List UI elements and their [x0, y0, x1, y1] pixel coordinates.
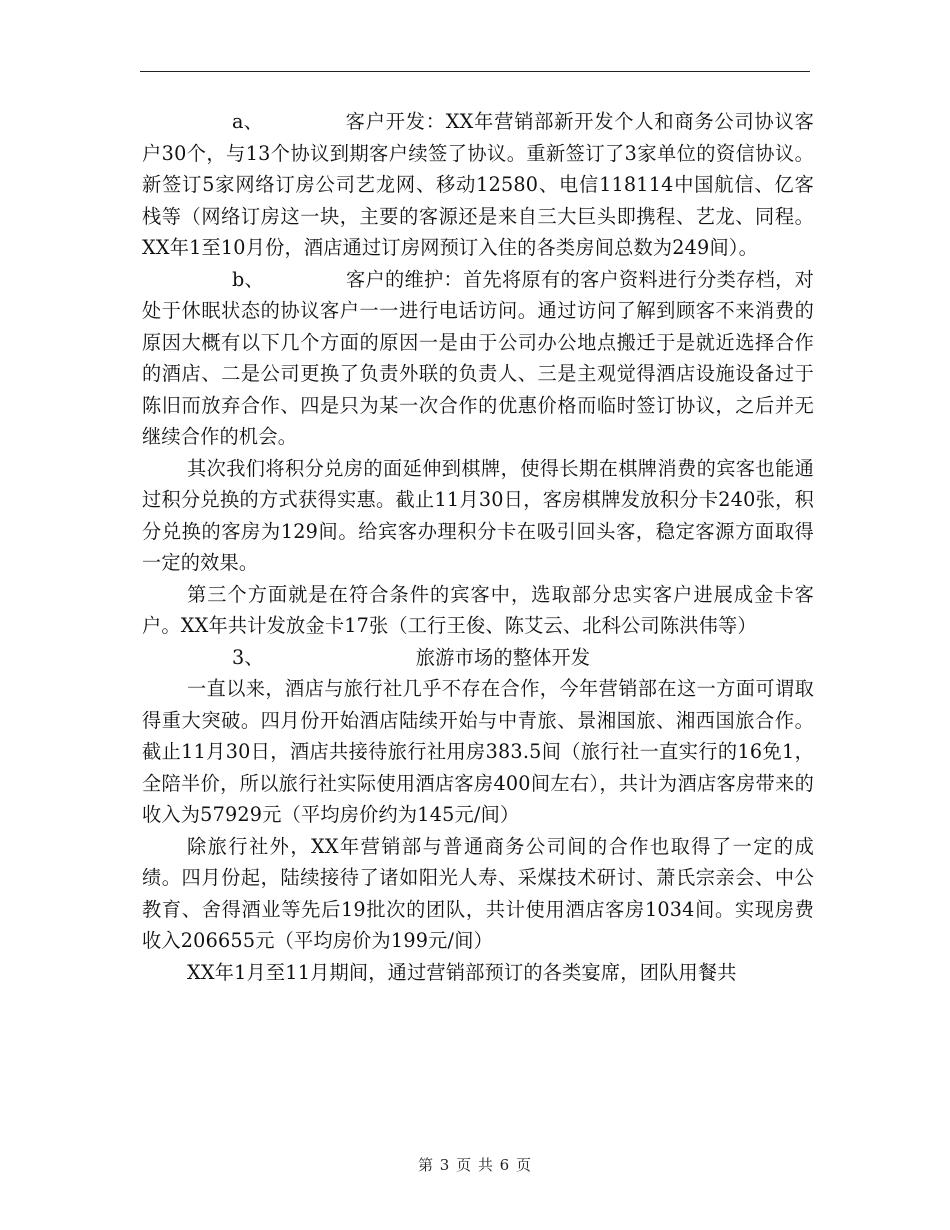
- paragraph-business-groups: 除旅行社外，XX年营销部与普通商务公司间的合作也取得了一定的成绩。四月份起，陆续接待了诸如阳光人寿、采煤技术研讨、萧氏宗亲会、中公教育、舍得酒业等先后19批次的团队，共计使用酒店客房1034间。实现房费收入206655元（平均房价为199元/间）: [142, 834, 814, 952]
- header-rule: [140, 71, 810, 72]
- paragraph-gold-card: 第三个方面就是在符合条件的宾客中，选取部分忠实客户进展成金卡客户。XX年共计发放金卡17张（工行王俊、陈艾云、北科公司陈洪伟等）: [142, 582, 814, 637]
- section-heading-tourism: [142, 642, 814, 674]
- item-label-a: a、: [232, 110, 264, 133]
- paragraph-banquets: XX年1月至11月期间，通过营销部预订的各类宴席，团队用餐共: [187, 960, 737, 984]
- page-number-footer: 第 3 页 共 6 页: [418, 1156, 532, 1174]
- paragraph-customer-development: [142, 106, 814, 264]
- paragraph-text: 客户的维护：首先将原有的客户资料进行分类存档，对处于休眠状态的协议客户一一进行电话访问。通过访问了解到顾客不来消费的原因大概有以下几个方面的原因一是由于公司办公地点搬迁于是就近选择合作的酒店、二是公司更换了负责外联的负责人、三是主观觉得酒店设施设备过于陈旧而放弃合作、四是只为某一次合作的优惠价格而临时签订协议，之后并无继续合作的机会。: [142, 267, 814, 448]
- document-body: [142, 106, 814, 988]
- section-title: 旅游市场的整体开发: [415, 645, 591, 669]
- paragraph-points-exchange: 其次我们将积分兑房的面延伸到棋牌，使得长期在棋牌消费的宾客也能通过积分兑换的方式获得实惠。截止11月30日，客房棋牌发放积分卡240张，积分兑换的客房为129间。给宾客办理积分卡在吸引回头客，稳定客源方面取得一定的效果。: [142, 456, 814, 574]
- section-number: 3、: [232, 645, 264, 669]
- item-label-b: b、: [232, 267, 264, 291]
- paragraph-customer-maintenance: [142, 264, 814, 453]
- paragraph-travel-agency: 一直以来，酒店与旅行社几乎不存在合作，今年营销部在这一方面可谓取得重大突破。四月份开始酒店陆续开始与中青旅、景湘国旅、湘西国旅合作。截止11月30日，酒店共接待旅行社用房383.5间（旅行社一直实行的16免1，全陪半价，所以旅行社实际使用酒店客房400间左右），共计为酒店客房带来的收入为57929元（平均房价约为145元/间）: [142, 677, 814, 826]
- paragraph-text: 客户开发：XX年营销部新开发个人和商务公司协议客户30个，与13个协议到期客户续签了协议。重新签订了3家单位的资信协议。新签订5家网络订房公司艺龙网、移动12580、电信118114中国航信、亿客栈等（网络订房这一块，主要的客源还是来自三大巨头即携程、艺龙、同程。XX年1至10月份，酒店通过订房网预订入住的各类房间总数为249间）。: [142, 110, 814, 259]
